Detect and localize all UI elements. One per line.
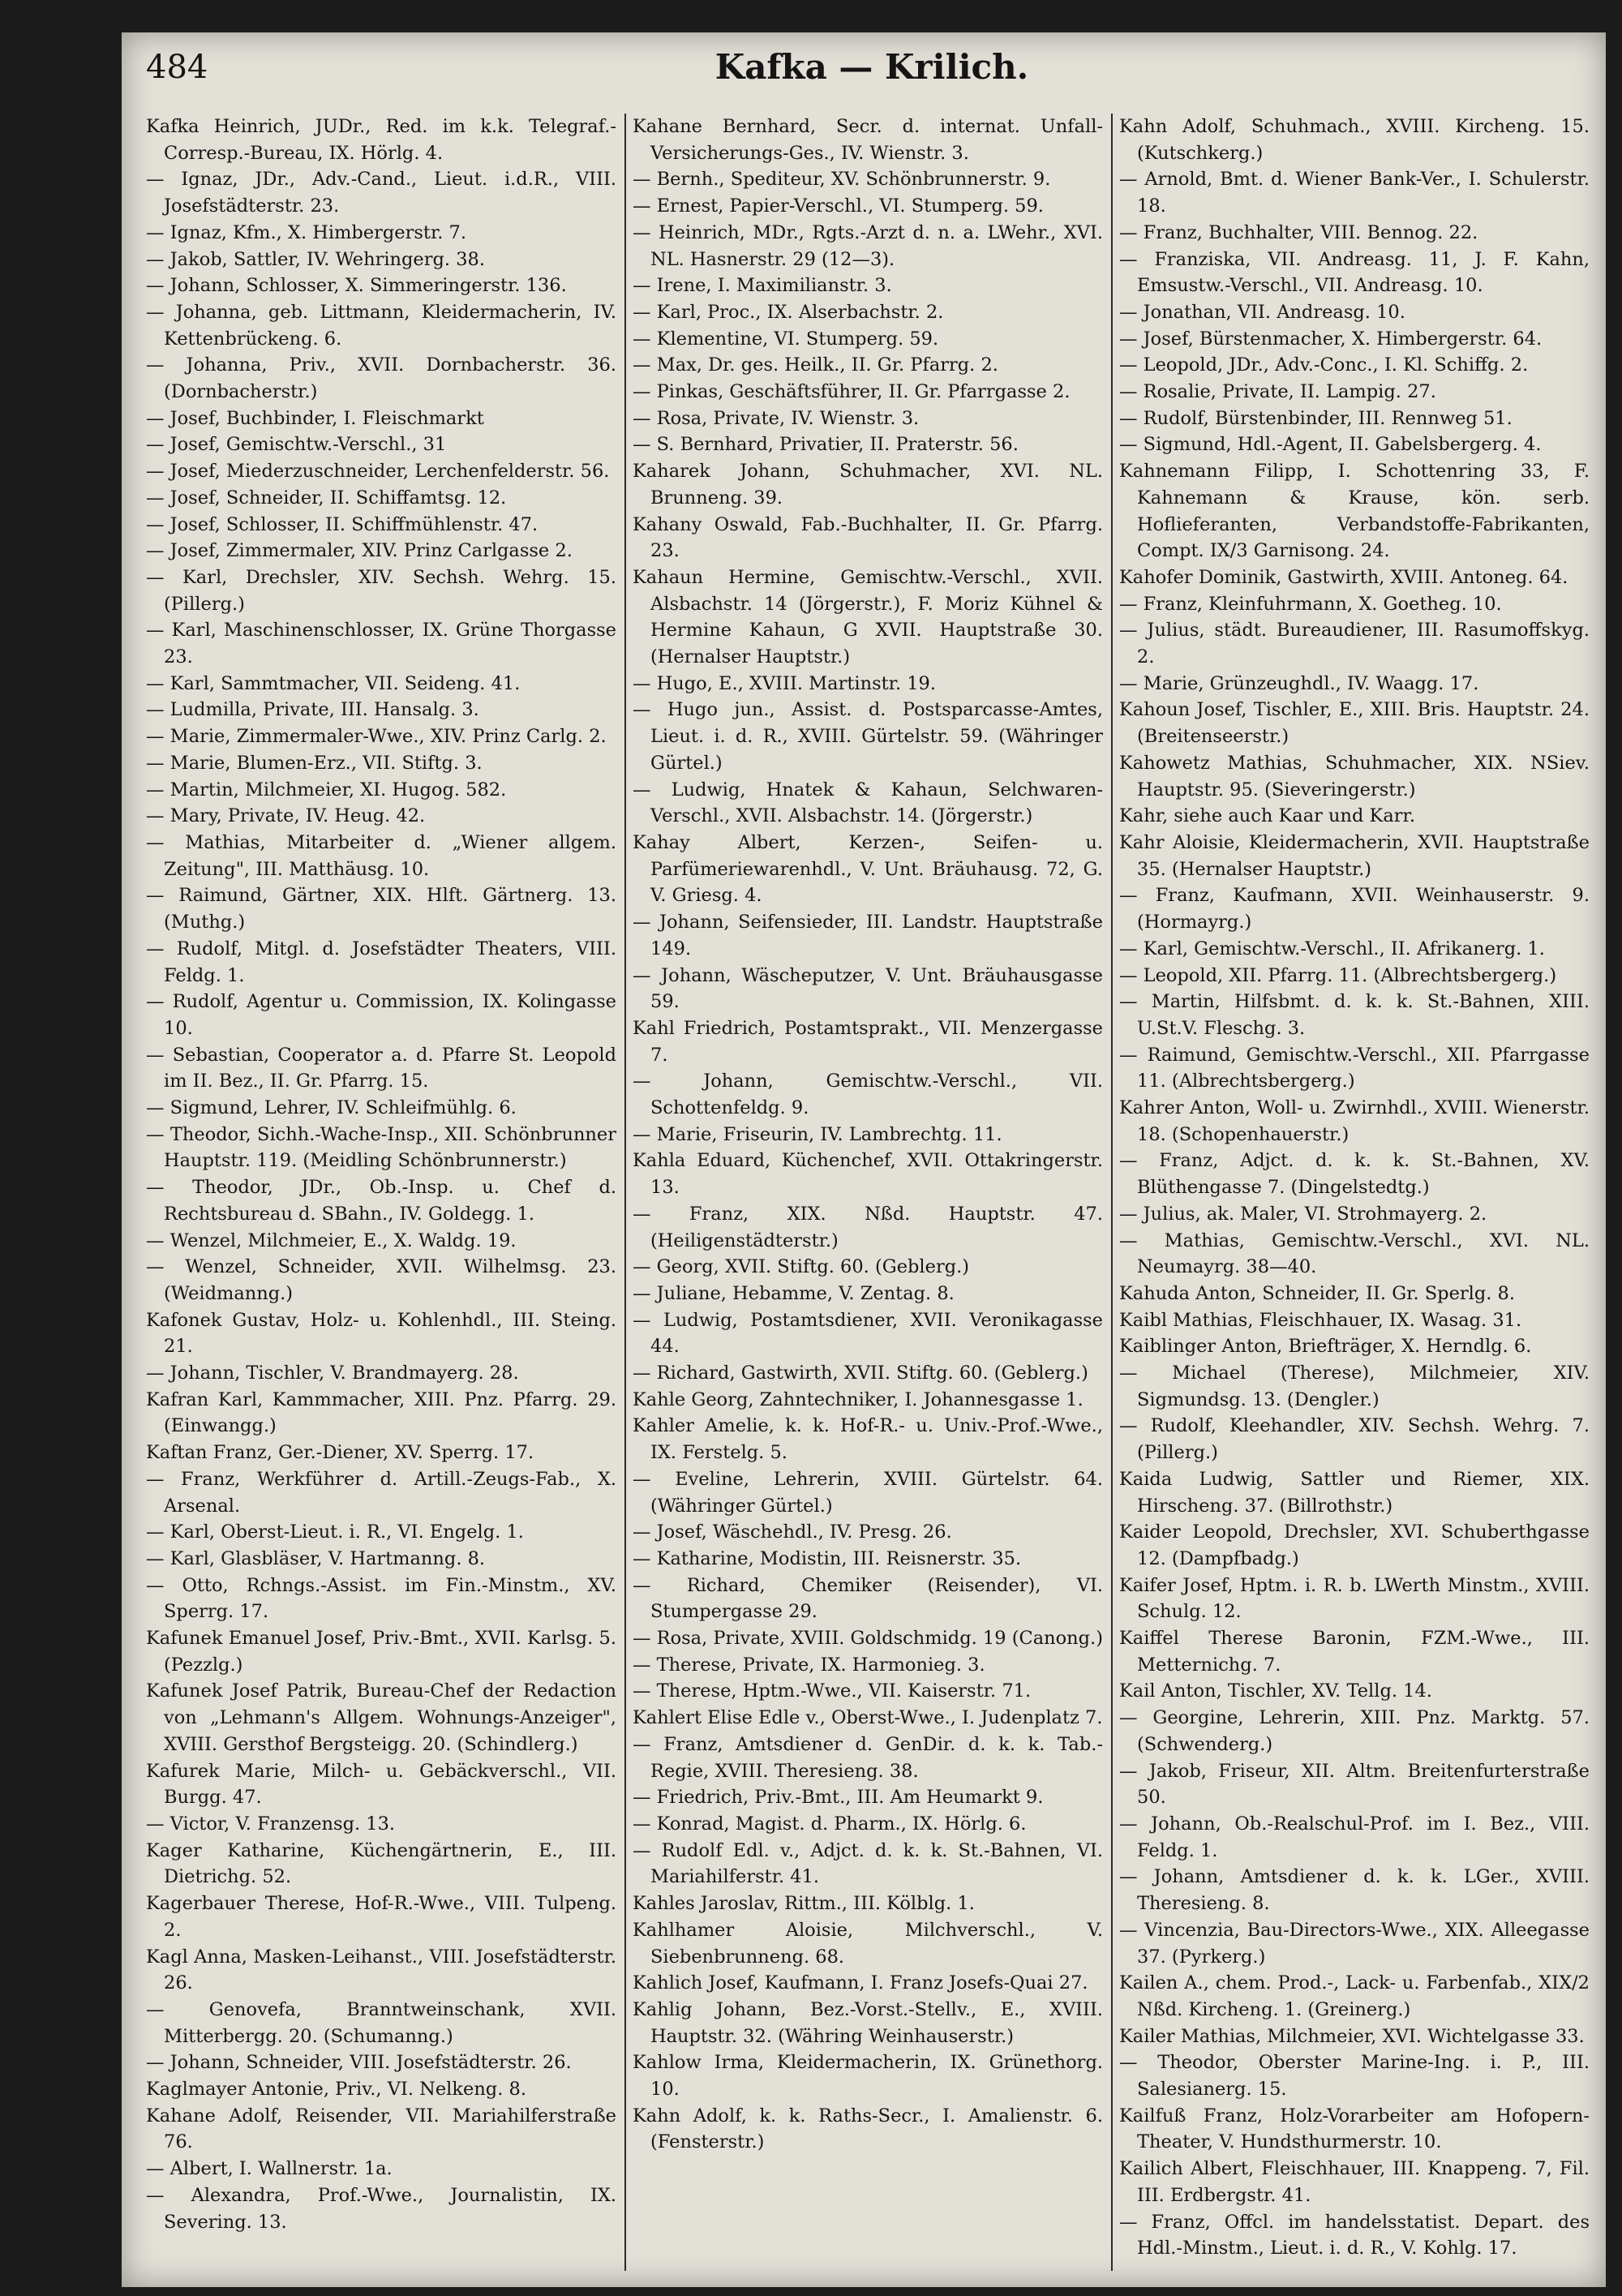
directory-entry: Kafonek Gustav, Holz- u. Kohlenhdl., III. Steing. 21.: [146, 1309, 616, 1358]
directory-entry: — S. Bernhard, Privatier, II. Praterstr. 56.: [633, 434, 1019, 456]
directory-entry: Kahuda Anton, Schneider, II. Gr. Sperlg. 8.: [1119, 1282, 1516, 1304]
directory-entry: — Therese, Hptm.-Wwe., VII. Kaiserstr. 71.: [633, 1680, 1032, 1702]
directory-entry: — Marie, Friseurin, IV. Lambrechtg. 11.: [633, 1123, 1002, 1145]
directory-entry: — Rudolf Edl. v., Adjct. d. k. k. St.-Bahnen, VI. Mariahilferstr. 41.: [633, 1839, 1103, 1888]
directory-entry: — Vincenzia, Bau-Directors-Wwe., XIX. Alleegasse 37. (Pyrkerg.): [1119, 1919, 1590, 1968]
directory-entry: — Mathias, Gemischtw.-Verschl., XVI. NL. Neumayrg. 38—40.: [1119, 1230, 1590, 1278]
directory-entry: — Rudolf, Kleehandler, XIV. Sechsh. Wehrg. 7. (Pillerg.): [1119, 1415, 1590, 1464]
directory-entry: — Genovefa, Branntweinschank, XVII. Mitterbergg. 20. (Schumanng.): [146, 1998, 616, 2047]
directory-entry: Kahaun Hermine, Gemischtw.-Verschl., XVII. Alsbachstr. 14 (Jörgerstr.), F. Moriz Kühnel & Hermine Kahaun, G XVII. Hauptstraße 30. (Hernalser Hauptstr.): [633, 566, 1103, 668]
directory-entry: — Franz, Adjct. d. k. k. St.-Bahnen, XV. Blüthengasse 7. (Dingelstedtg.): [1119, 1150, 1590, 1199]
directory-entry: Kahnemann Filipp, I. Schottenring 33, F. Kahnemann & Krause, kön. serb. Hoflieferanten, Verbandstoffe-Fabrikanten, Compt. IX/3 Garnisong. 24.: [1119, 461, 1590, 562]
directory-entry: Kahane Adolf, Reisender, VII. Mariahilferstraße 76.: [146, 2105, 616, 2153]
directory-entry: Kahlow Irma, Kleidermacherin, IX. Grünethorg. 10.: [633, 2052, 1103, 2101]
directory-entry: — Ernest, Papier-Verschl., VI. Stumperg. 59.: [633, 195, 1044, 217]
directory-entry: — Jonathan, VII. Andreasg. 10.: [1119, 301, 1405, 323]
page-number: 484: [146, 49, 208, 86]
directory-entry: — Johann, Gemischtw.-Verschl., VII. Schottenfeldg. 9.: [633, 1071, 1103, 1119]
directory-entry: — Leopold, JDr., Adv.-Conc., I. Kl. Schiffg. 2.: [1119, 354, 1529, 376]
directory-entry: — Franziska, VII. Andreasg. 11, J. F. Kahn, Emsustw.-Verschl., VII. Andreasg. 10.: [1119, 248, 1590, 297]
directory-entry: — Hugo, E., XVIII. Martinstr. 19.: [633, 672, 937, 694]
directory-entry: Kahoun Josef, Tischler, E., XIII. Bris. Hauptstr. 24. (Breitenseerstr.): [1119, 699, 1590, 748]
directory-entry: Kahlhamer Aloisie, Milchverschl., V. Siebenbrunneng. 68.: [633, 1919, 1103, 1968]
directory-entry: Kahlich Josef, Kaufmann, I. Franz Josefs-Quai 27.: [633, 1972, 1088, 1994]
directory-entry: — Arnold, Bmt. d. Wiener Bank-Ver., I. Schulerstr. 18.: [1119, 169, 1590, 217]
directory-entry: — Ignaz, Kfm., X. Himbergerstr. 7.: [146, 221, 467, 243]
directory-entry: Kafka Heinrich, JUDr., Red. im k.k. Telegraf.-Corresp.-Bureau, IX. Hörlg. 4.: [146, 116, 616, 164]
directory-entry: — Katharine, Modistin, III. Reisnerstr. 35.: [633, 1547, 1022, 1569]
directory-entry: Kager Katharine, Küchengärtnerin, E., III. Dietrichg. 52.: [146, 1839, 616, 1888]
directory-entry: — Richard, Chemiker (Reisender), VI. Stumpergasse 29.: [633, 1574, 1103, 1623]
directory-entry: — Mathias, Mitarbeiter d. „Wiener allgem. Zeitung", III. Matthäusg. 10.: [146, 831, 616, 880]
directory-entry: — Rudolf, Mitgl. d. Josefstädter Theaters, VIII. Feldg. 1.: [146, 938, 616, 986]
directory-entry: — Martin, Hilfsbmt. d. k. k. St.-Bahnen, XIII. U.St.V. Fleschg. 3.: [1119, 991, 1590, 1039]
directory-entry: Kahn Adolf, k. k. Raths-Secr., I. Amalienstr. 6. (Fensterstr.): [633, 2105, 1103, 2153]
directory-entry: — Josef, Wäschehdl., IV. Presg. 26.: [633, 1521, 952, 1543]
directory-entry: — Georg, XVII. Stiftg. 60. (Geblerg.): [633, 1256, 970, 1278]
directory-entry: — Josef, Zimmermaler, XIV. Prinz Carlgasse 2.: [146, 540, 573, 562]
directory-entry: Kahowetz Mathias, Schuhmacher, XIX. NSiev. Hauptstr. 95. (Sieveringerstr.): [1119, 752, 1590, 800]
directory-entry: — Sebastian, Cooperator a. d. Pfarre St. Leopold im II. Bez., II. Gr. Pfarrg. 15.: [146, 1044, 616, 1092]
directory-entry: — Julius, städt. Bureaudiener, III. Rasumoffskyg. 2.: [1119, 620, 1590, 668]
directory-entry: — Ludwig, Postamtsdiener, XVII. Veronikagasse 44.: [633, 1309, 1103, 1358]
directory-entry: Kafran Karl, Kammmacher, XIII. Pnz. Pfarrg. 29. (Einwangg.): [146, 1388, 616, 1437]
directory-entry: — Josef, Bürstenmacher, X. Himbergerstr. 64.: [1119, 328, 1543, 350]
directory-entry: Kahl Friedrich, Postamtsprakt., VII. Menzergasse 7.: [633, 1017, 1103, 1066]
directory-entry: — Albert, I. Wallnerstr. 1a.: [146, 2158, 393, 2180]
directory-entry: — Hugo jun., Assist. d. Postsparcasse-Amtes, Lieut. i. d. R., XVIII. Gürtelstr. 59. (Währinger Gürtel.): [633, 699, 1103, 774]
directory-entry: — Franz, Kaufmann, XVII. Weinhauserstr. 9. (Hormayrg.): [1119, 885, 1590, 933]
directory-entry: — Friedrich, Priv.-Bmt., III. Am Heumarkt 9.: [633, 1787, 1044, 1809]
directory-entry: — Sigmund, Lehrer, IV. Schleifmühlg. 6.: [146, 1097, 517, 1119]
directory-entry: — Karl, Proc., IX. Alserbachstr. 2.: [633, 301, 944, 323]
directory-entry: — Johann, Schlosser, X. Simmeringerstr. 136.: [146, 275, 567, 297]
directory-entry: — Karl, Maschinenschlosser, IX. Grüne Thorgasse 23.: [146, 620, 616, 668]
directory-entry: — Rudolf, Agentur u. Commission, IX. Kolingasse 10.: [146, 991, 616, 1039]
directory-entry: Kailer Mathias, Milchmeier, XVI. Wichtelgasse 33.: [1119, 2025, 1585, 2047]
directory-entry: Kahles Jaroslav, Rittm., III. Kölblg. 1.: [633, 1893, 975, 1915]
directory-entry: — Victor, V. Franzensg. 13.: [146, 1813, 396, 1835]
directory-entry: — Johann, Seifensieder, III. Landstr. Hauptstraße 149.: [633, 912, 1103, 959]
column-divider-2: [1111, 114, 1113, 2271]
directory-entry: — Johann, Amtsdiener d. k. k. LGer., XVIII. Theresieng. 8.: [1119, 1866, 1590, 1915]
directory-entry: Kahr, siehe auch Kaar und Karr.: [1119, 805, 1415, 827]
directory-entry: — Rosalie, Private, II. Lampig. 27.: [1119, 381, 1436, 403]
directory-entry: — Ludmilla, Private, III. Hansalg. 3.: [146, 699, 479, 721]
directory-entry: Kaglmayer Antonie, Priv., VI. Nelkeng. 8.: [146, 2079, 526, 2101]
directory-page: [122, 32, 1606, 2287]
directory-entry: — Juliane, Hebamme, V. Zentag. 8.: [633, 1282, 955, 1304]
directory-entry: — Pinkas, Geschäftsführer, II. Gr. Pfarrgasse 2.: [633, 381, 1071, 403]
directory-entry: Kaiblinger Anton, Briefträger, X. Herndlg. 6.: [1119, 1336, 1532, 1358]
directory-entry: — Max, Dr. ges. Heilk., II. Gr. Pfarrg. 2.: [633, 354, 998, 376]
directory-entry: Kaider Leopold, Drechsler, XVI. Schuberthgasse 12. (Dampfbadg.): [1119, 1521, 1590, 1569]
directory-entry: Kahany Oswald, Fab.-Buchhalter, II. Gr. Pfarrg. 23.: [633, 513, 1103, 562]
directory-entry: — Theodor, JDr., Ob.-Insp. u. Chef d. Rechtsbureau d. SBahn., IV. Goldegg. 1.: [146, 1177, 616, 1225]
page-header: [146, 41, 1598, 105]
directory-columns: [146, 114, 1598, 2271]
directory-entry: — Raimund, Gemischtw.-Verschl., XII. Pfarrgasse 11. (Albrechtsbergerg.): [1119, 1044, 1590, 1092]
directory-entry: — Johann, Schneider, VIII. Josefstädterstr. 26.: [146, 2052, 572, 2074]
directory-entry: — Therese, Private, IX. Harmonieg. 3.: [633, 1654, 985, 1676]
column-divider-1: [624, 114, 626, 2271]
directory-entry: — Johanna, geb. Littmann, Kleidermacherin, IV. Kettenbrückeng. 6.: [146, 301, 616, 350]
directory-entry: — Theodor, Oberster Marine-Ing. i. P., III. Salesianerg. 15.: [1119, 2052, 1590, 2101]
directory-entry: Kahofer Dominik, Gastwirth, XVIII. Antoneg. 64.: [1119, 566, 1568, 588]
directory-entry: Kahlig Johann, Bez.-Vorst.-Stellv., E., XVIII. Hauptstr. 32. (Währing Weinhauserstr.): [633, 1998, 1103, 2047]
directory-entry: — Johann, Ob.-Realschul-Prof. im I. Bez., VIII. Feldg. 1.: [1119, 1813, 1590, 1861]
directory-entry: — Richard, Gastwirth, XVII. Stiftg. 60. (Geblerg.): [633, 1363, 1088, 1384]
directory-entry: — Johann, Tischler, V. Brandmayerg. 28.: [146, 1363, 519, 1384]
directory-entry: — Karl, Glasbläser, V. Hartmanng. 8.: [146, 1547, 486, 1569]
directory-entry: Kahler Amelie, k. k. Hof-R.- u. Univ.-Prof.-Wwe., IX. Ferstelg. 5.: [633, 1415, 1103, 1464]
directory-entry: — Irene, I. Maximilianstr. 3.: [633, 275, 892, 297]
directory-entry: — Alexandra, Prof.-Wwe., Journalistin, IX. Severing. 13.: [146, 2184, 616, 2233]
directory-entry: — Rudolf, Bürstenbinder, III. Rennweg 51.: [1119, 407, 1513, 429]
directory-entry: — Franz, Offcl. im handelsstatist. Depart. des Hdl.-Minstm., Lieut. i. d. R., V. Kohlg. 17.: [1119, 2211, 1590, 2260]
directory-entry: Kaharek Johann, Schuhmacher, XVI. NL. Brunneng. 39.: [633, 461, 1103, 509]
directory-entry: Kahrer Anton, Woll- u. Zwirnhdl., XVIII. Wienerstr. 18. (Schopenhauerstr.): [1119, 1097, 1590, 1145]
directory-entry: Kafurek Marie, Milch- u. Gebäckverschl., VII. Burgg. 47.: [146, 1760, 616, 1809]
directory-entry: — Marie, Grünzeughdl., IV. Waagg. 17.: [1119, 672, 1479, 694]
directory-entry: — Eveline, Lehrerin, XVIII. Gürtelstr. 64. (Währinger Gürtel.): [633, 1468, 1103, 1517]
directory-entry: — Raimund, Gärtner, XIX. Hlft. Gärtnerg. 13. (Muthg.): [146, 885, 616, 933]
directory-entry: — Josef, Miederzuschneider, Lerchenfelderstr. 56.: [146, 461, 610, 483]
directory-entry: Kaifer Josef, Hptm. i. R. b. LWerth Minstm., XVIII. Schulg. 12.: [1119, 1574, 1590, 1623]
directory-entry: — Johann, Wäscheputzer, V. Unt. Bräuhausgasse 59.: [633, 964, 1103, 1013]
directory-entry: — Michael (Therese), Milchmeier, XIV. Sigmundsg. 13. (Dengler.): [1119, 1363, 1590, 1410]
directory-entry: — Theodor, Sichh.-Wache-Insp., XII. Schönbrunner Hauptstr. 119. (Meidling Schönbrunnerstr.): [146, 1123, 616, 1172]
directory-entry: Kahn Adolf, Schuhmach., XVIII. Kircheng. 15. (Kutschkerg.): [1119, 116, 1590, 164]
directory-entry: — Josef, Schneider, II. Schiffamtsg. 12.: [146, 487, 507, 509]
directory-entry: Kahr Aloisie, Kleidermacherin, XVII. Hauptstraße 35. (Hernalser Hauptstr.): [1119, 831, 1590, 880]
directory-entry: Kaida Ludwig, Sattler und Riemer, XIX. Hirscheng. 37. (Billrothstr.): [1119, 1468, 1590, 1517]
directory-entry: Kaibl Mathias, Fleischhauer, IX. Wasag. 31.: [1119, 1309, 1522, 1331]
directory-entry: — Karl, Gemischtw.-Verschl., II. Afrikanerg. 1.: [1119, 938, 1545, 959]
directory-entry: — Franz, Amtsdiener d. GenDir. d. k. k. Tab.-Regie, XVIII. Theresieng. 38.: [633, 1733, 1103, 1782]
directory-entry: Kahay Albert, Kerzen-, Seifen- u. Parfümeriewarenhdl., V. Unt. Bräuhausg. 72, G. V. Griesg. 4.: [633, 831, 1103, 907]
directory-entry: — Ludwig, Hnatek & Kahaun, Selchwaren-Verschl., XVII. Alsbachstr. 14. (Jörgerstr.): [633, 779, 1103, 827]
directory-entry: — Franz, Kleinfuhrmann, X. Goetheg. 10.: [1119, 593, 1502, 615]
directory-entry: — Johanna, Priv., XVII. Dornbacherstr. 36. (Dornbacherstr.): [146, 354, 616, 403]
directory-entry: — Wenzel, Schneider, XVII. Wilhelmsg. 23. (Weidmanng.): [146, 1256, 616, 1304]
directory-entry: Kaiffel Therese Baronin, FZM.-Wwe., III. Metternichg. 7.: [1119, 1628, 1590, 1676]
directory-entry: — Julius, ak. Maler, VI. Strohmayerg. 2.: [1119, 1203, 1487, 1225]
directory-entry: — Mary, Private, IV. Heug. 42.: [146, 805, 426, 827]
directory-entry: Kahle Georg, Zahntechniker, I. Johannesgasse 1.: [633, 1388, 1083, 1410]
directory-entry: — Wenzel, Milchmeier, E., X. Waldg. 19.: [146, 1230, 517, 1251]
directory-entry: — Bernh., Spediteur, XV. Schönbrunnerstr. 9.: [633, 169, 1051, 191]
directory-entry: — Josef, Schlosser, II. Schiffmühlenstr. 47.: [146, 513, 539, 535]
directory-entry: Kahane Bernhard, Secr. d. internat. Unfall-Versicherungs-Ges., IV. Wienstr. 3.: [633, 116, 1103, 164]
column-2: [633, 114, 1103, 2271]
directory-entry: Kagerbauer Therese, Hof-R.-Wwe., VIII. Tulpeng. 2.: [146, 1893, 616, 1941]
directory-entry: — Ignaz, JDr., Adv.-Cand., Lieut. i.d.R., VIII. Josefstädterstr. 23.: [146, 169, 616, 217]
directory-entry: — Rosa, Private, XVIII. Goldschmidg. 19 (Canong.): [633, 1628, 1103, 1650]
column-1: [146, 114, 616, 2271]
directory-entry: Kaftan Franz, Ger.-Diener, XV. Sperrg. 17.: [146, 1442, 534, 1464]
directory-entry: — Rosa, Private, IV. Wienstr. 3.: [633, 407, 920, 429]
directory-entry: Kafunek Emanuel Josef, Priv.-Bmt., XVII. Karlsg. 5. (Pezzlg.): [146, 1628, 616, 1676]
directory-entry: Kailich Albert, Fleischhauer, III. Knappeng. 7, Fil. III. Erdbergstr. 41.: [1119, 2158, 1590, 2206]
directory-entry: — Karl, Drechsler, XIV. Sechsh. Wehrg. 15. (Pillerg.): [146, 566, 616, 615]
directory-entry: Kafunek Josef Patrik, Bureau-Chef der Redaction von „Lehmann's Allgem. Wohnungs-Anzeiger", XVIII. Gersthof Bergsteigg. 20. (Schindlerg.): [146, 1680, 616, 1755]
directory-entry: Kahlert Elise Edle v., Oberst-Wwe., I. Judenplatz 7.: [633, 1707, 1103, 1729]
directory-entry: — Josef, Buchbinder, I. Fleischmarkt: [146, 407, 484, 429]
directory-entry: Kahla Eduard, Küchenchef, XVII. Ottakringerstr. 13.: [633, 1150, 1103, 1199]
directory-entry: — Otto, Rchngs.-Assist. im Fin.-Minstm., XV. Sperrg. 17.: [146, 1574, 616, 1623]
directory-entry: — Martin, Milchmeier, XI. Hugog. 582.: [146, 779, 507, 800]
running-title: Kafka — Krilich.: [714, 47, 1029, 87]
directory-entry: — Jakob, Friseur, XII. Altm. Breitenfurterstraße 50.: [1119, 1760, 1590, 1809]
directory-entry: — Karl, Oberst-Lieut. i. R., VI. Engelg. 1.: [146, 1521, 524, 1543]
directory-entry: Kailen A., chem. Prod.-, Lack- u. Farbenfab., XIX/2 Nßd. Kircheng. 1. (Greinerg.): [1119, 1972, 1590, 2020]
directory-entry: — Franz, Werkführer d. Artill.-Zeugs-Fab., X. Arsenal.: [146, 1468, 616, 1517]
directory-entry: — Leopold, XII. Pfarrg. 11. (Albrechtsbergerg.): [1119, 964, 1557, 986]
directory-entry: — Sigmund, Hdl.-Agent, II. Gabelsbergerg. 4.: [1119, 434, 1542, 456]
directory-entry: Kail Anton, Tischler, XV. Tellg. 14.: [1119, 1680, 1432, 1702]
directory-entry: — Marie, Blumen-Erz., VII. Stiftg. 3.: [146, 752, 483, 774]
directory-entry: Kailfuß Franz, Holz-Vorarbeiter am Hofopern-Theater, V. Hundsthurmerstr. 10.: [1119, 2105, 1590, 2153]
directory-entry: — Franz, Buchhalter, VIII. Bennog. 22.: [1119, 221, 1478, 243]
directory-entry: — Marie, Zimmermaler-Wwe., XIV. Prinz Carlg. 2.: [146, 726, 607, 748]
directory-entry: — Josef, Gemischtw.-Verschl., 31: [146, 434, 447, 456]
directory-entry: — Konrad, Magist. d. Pharm., IX. Hörlg. 6.: [633, 1813, 1027, 1835]
directory-entry: Kagl Anna, Masken-Leihanst., VIII. Josefstädterstr. 26.: [146, 1946, 616, 1994]
directory-entry: — Franz, XIX. Nßd. Hauptstr. 47. (Heiligenstädterstr.): [633, 1203, 1103, 1251]
directory-entry: — Klementine, VI. Stumperg. 59.: [633, 328, 939, 350]
directory-entry: — Heinrich, MDr., Rgts.-Arzt d. n. a. LWehr., XVI. NL. Hasnerstr. 29 (12—3).: [633, 221, 1103, 270]
directory-entry: — Georgine, Lehrerin, XIII. Pnz. Marktg. 57. (Schwenderg.): [1119, 1707, 1590, 1755]
column-3: [1119, 114, 1590, 2271]
directory-entry: — Karl, Sammtmacher, VII. Seideng. 41.: [146, 672, 521, 694]
directory-entry: — Jakob, Sattler, IV. Wehringerg. 38.: [146, 248, 485, 270]
